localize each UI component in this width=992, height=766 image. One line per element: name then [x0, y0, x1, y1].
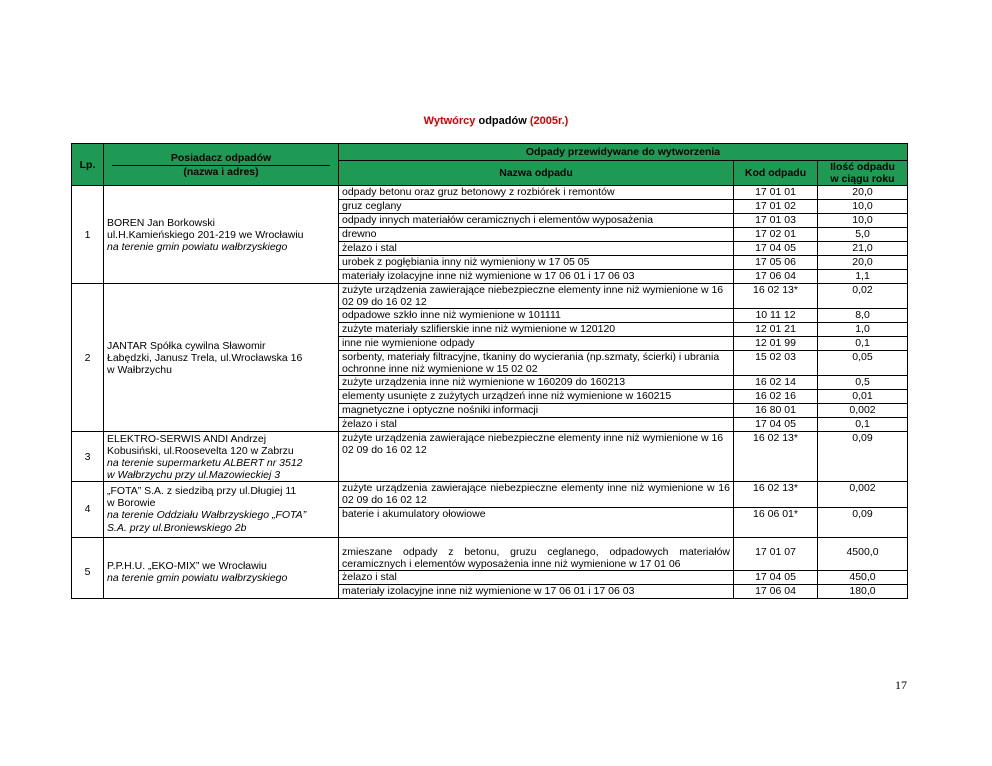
waste-code: 17 06 04: [734, 270, 818, 284]
waste-name: materiały izolacyjne inne niż wymienione w 17 06 01 i 17 06 03: [339, 584, 734, 598]
waste-quantity: 0,002: [818, 482, 908, 507]
waste-code: 10 11 12: [734, 309, 818, 323]
waste-code: 17 06 04: [734, 584, 818, 598]
waste-code: 16 02 14: [734, 376, 818, 390]
waste-name: żelazo i stal: [339, 242, 734, 256]
waste-owner: [104, 186, 339, 284]
title-part-1: Wytwórcy: [423, 115, 476, 127]
row-number: 2: [72, 284, 104, 432]
waste-code: 15 02 03: [734, 351, 818, 376]
owner-location-line: na terenie supermarketu ALBERT nr 3512: [107, 456, 303, 469]
header-planned-waste: Odpady przewidywane do wytworzenia: [339, 144, 908, 161]
waste-quantity: 0,1: [818, 418, 908, 432]
owner-location-line: na terenie Oddziału Wałbrzyskiego „FOTA”: [107, 509, 307, 522]
owner-line: w Borowie: [107, 497, 156, 510]
table-row: [72, 537, 908, 570]
waste-owner: [104, 284, 339, 432]
waste-quantity: 4500,0: [818, 537, 908, 570]
waste-name: odpady innych materiałów ceramicznych i elementów wyposażenia: [339, 214, 734, 228]
owner-location-line: na terenie gmin powiatu wałbrzyskiego: [107, 571, 288, 584]
header-owner: [104, 144, 339, 186]
waste-code: 17 01 02: [734, 200, 818, 214]
row-number: 3: [72, 432, 104, 482]
waste-name: magnetyczne i optyczne nośniki informacji: [339, 404, 734, 418]
waste-code: 16 02 13*: [734, 432, 818, 482]
owner-line: w Wałbrzychu: [107, 363, 172, 376]
row-number: 5: [72, 537, 104, 598]
page-number: 17: [895, 678, 907, 692]
waste-name: baterie i akumulatory ołowiowe: [339, 507, 734, 537]
waste-name: żelazo i stal: [339, 570, 734, 584]
owner-line: Kobusiński, ul.Roosevelta 120 w Zabrzu: [107, 444, 294, 457]
owner-line: JANTAR Spółka cywilna Sławomir: [107, 339, 266, 352]
waste-quantity: 1,1: [818, 270, 908, 284]
waste-code: 12 01 21: [734, 323, 818, 337]
waste-name: elementy usunięte z zużytych urządzeń inne niż wymienione w 160215: [339, 390, 734, 404]
waste-code: 16 02 13*: [734, 482, 818, 507]
waste-quantity: 10,0: [818, 200, 908, 214]
waste-name: zużyte materiały szlifierskie inne niż wymienione w 120120: [339, 323, 734, 337]
table-row: [72, 432, 908, 482]
waste-code: 16 02 13*: [734, 284, 818, 309]
owner-location-line: na terenie gmin powiatu wałbrzyskiego: [107, 240, 288, 253]
waste-name: zużyte urządzenia zawierające niebezpieczne elementy inne niż wymienione w 16 02 09 do 16 02 12: [339, 482, 734, 507]
owner-line: „FOTA” S.A. z siedzibą przy ul.Długiej 11: [107, 485, 297, 498]
waste-code: 16 02 16: [734, 390, 818, 404]
waste-code: 17 05 06: [734, 256, 818, 270]
row-number: 4: [72, 482, 104, 537]
waste-quantity: 8,0: [818, 309, 908, 323]
header-owner-title: Posiadacz odpadów: [170, 151, 272, 164]
waste-code: 12 01 99: [734, 337, 818, 351]
waste-name: zużyte urządzenia inne niż wymienione w 160209 do 160213: [339, 376, 734, 390]
waste-code: 16 06 01*: [734, 507, 818, 537]
waste-quantity: 5,0: [818, 228, 908, 242]
page-title: [0, 115, 992, 127]
table-row: [72, 284, 908, 309]
waste-name: odpadowe szkło inne niż wymienione w 101111: [339, 309, 734, 323]
table-body: [72, 186, 908, 599]
waste-quantity: 21,0: [818, 242, 908, 256]
header-qty-line2: w ciągu roku: [830, 173, 895, 186]
waste-code: 17 01 07: [734, 537, 818, 570]
waste-quantity: 0,02: [818, 284, 908, 309]
waste-quantity: 0,002: [818, 404, 908, 418]
waste-owner: [104, 432, 339, 482]
waste-quantity: 0,5: [818, 376, 908, 390]
waste-quantity: 0,05: [818, 351, 908, 376]
owner-line: ELEKTRO-SERWIS ANDI Andrzej: [107, 432, 267, 445]
waste-quantity: 180,0: [818, 584, 908, 598]
waste-name: gruz ceglany: [339, 200, 734, 214]
table-row: [72, 186, 908, 200]
waste-name: żelazo i stal: [339, 418, 734, 432]
owner-line: ul.H.Kamieńskiego 201-219 we Wrocławiu: [107, 228, 304, 241]
waste-name: zużyte urządzenia zawierające niebezpieczne elementy inne niż wymienione w 16 02 09 do 16 02 12: [339, 284, 734, 309]
waste-quantity: 1,0: [818, 323, 908, 337]
waste-quantity: 20,0: [818, 256, 908, 270]
waste-owner: [104, 537, 339, 598]
owner-location-line: w Wałbrzychu przy ul.Mazowieckiej 3: [107, 468, 281, 481]
waste-name: materiały izolacyjne inne niż wymienione w 17 06 01 i 17 06 03: [339, 270, 734, 284]
waste-name: inne nie wymienione odpady: [339, 337, 734, 351]
waste-code: 16 80 01: [734, 404, 818, 418]
owner-line: Łabędzki, Janusz Trela, ul.Wrocławska 16: [107, 351, 303, 364]
waste-name: sorbenty, materiały filtracyjne, tkaniny do wycierania (np.szmaty, ścierki) i ubrania ochronne inne niż wymienione w 15 02 02: [339, 351, 734, 376]
waste-quantity: 0,09: [818, 507, 908, 537]
waste-quantity: 10,0: [818, 214, 908, 228]
waste-code: 17 04 05: [734, 570, 818, 584]
waste-quantity: 450,0: [818, 570, 908, 584]
waste-owner: [104, 482, 339, 537]
waste-code: 17 04 05: [734, 242, 818, 256]
table-row: [72, 482, 908, 507]
owner-location-line: S.A. przy ul.Broniewskiego 2b: [107, 521, 247, 534]
waste-producers-table: [71, 143, 908, 599]
waste-code: 17 01 03: [734, 214, 818, 228]
waste-name: drewno: [339, 228, 734, 242]
title-part-2: odpadów: [475, 115, 530, 127]
waste-code: 17 01 01: [734, 186, 818, 200]
waste-quantity: 0,1: [818, 337, 908, 351]
title-part-3: (2005r.): [529, 115, 569, 127]
header-owner-subtitle: (nazwa i adres): [112, 165, 330, 178]
header-waste-quantity: [818, 161, 908, 186]
waste-quantity: 0,09: [818, 432, 908, 482]
waste-name: zmieszane odpady z betonu, gruzu ceglanego, odpadowych materiałów ceramicznych i elementów wyposażenia inne niż wymienione w 17 01 06: [339, 537, 734, 570]
header-waste-name: Nazwa odpadu: [339, 161, 734, 186]
row-number: 1: [72, 186, 104, 284]
owner-line: P.P.H.U. „EKO-MIX” we Wrocławiu: [107, 559, 267, 572]
waste-quantity: 20,0: [818, 186, 908, 200]
header-qty-line1: Ilość odpadu: [830, 161, 895, 173]
owner-line: BOREN Jan Borkowski: [107, 216, 215, 229]
waste-code: 17 02 01: [734, 228, 818, 242]
header-lp: Lp.: [72, 144, 104, 186]
header-waste-code: Kod odpadu: [734, 161, 818, 186]
waste-quantity: 0,01: [818, 390, 908, 404]
waste-name: odpady betonu oraz gruz betonowy z rozbiórek i remontów: [339, 186, 734, 200]
waste-name: zużyte urządzenia zawierające niebezpieczne elementy inne niż wymienione w 16 02 09 do 16 02 12: [339, 432, 734, 482]
waste-name: urobek z pogłębiania inny niż wymieniony w 17 05 05: [339, 256, 734, 270]
waste-code: 17 04 05: [734, 418, 818, 432]
